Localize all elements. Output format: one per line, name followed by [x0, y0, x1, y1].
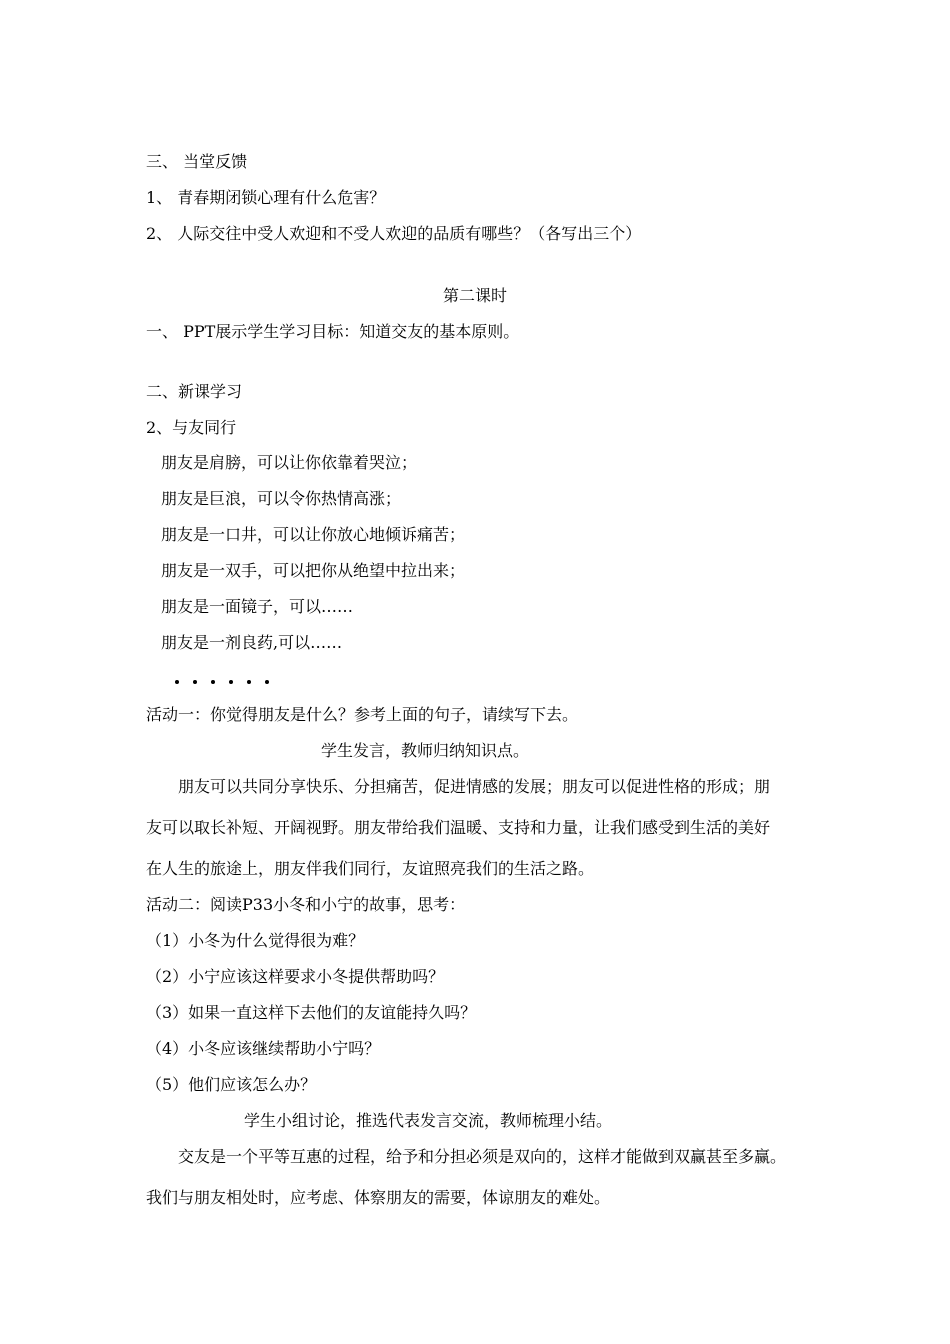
new-lesson-heading: 二、新课学习 — [146, 382, 243, 401]
question-item: （3）如果一直这样下去他们的友谊能持久吗？ — [146, 1003, 477, 1022]
question-1: 1、 青春期闭锁心理有什么危害？ — [146, 188, 386, 207]
activity-1: 活动一：你觉得朋友是什么？参考上面的句子，请续写下去。 — [146, 705, 579, 724]
poem-line: 朋友是一面镜子，可以…… — [161, 597, 354, 616]
paragraph-line: 我们与朋友相处时，应考虑、体察朋友的需要，体谅朋友的难处。 — [146, 1188, 611, 1207]
paragraph-line: 友可以取长补短、开阔视野。朋友带给我们温暖、支持和力量，让我们感受到生活的美好 — [146, 818, 771, 837]
paragraph-line: 在人生的旅途上，朋友伴我们同行，友谊照亮我们的生活之路。 — [146, 859, 595, 878]
ellipsis-dots — [175, 674, 283, 684]
learning-goal: 一、 PPT展示学生学习目标：知道交友的基本原则。 — [146, 322, 520, 341]
paragraph-line: 交友是一个平等互惠的过程，给予和分担必须是双向的，这样才能做到双赢甚至多赢。 — [178, 1147, 787, 1166]
question-item: （5）他们应该怎么办？ — [146, 1075, 317, 1094]
poem-line: 朋友是巨浪，可以令你热情高涨； — [161, 489, 402, 508]
poem-line: 朋友是一口井，可以让你放心地倾诉痛苦； — [161, 525, 466, 544]
poem-line: 朋友是一双手，可以把你从绝望中拉出来； — [161, 561, 466, 580]
question-2: 2、 人际交往中受人欢迎和不受人欢迎的品质有哪些？（各写出三个） — [146, 224, 642, 243]
activity-1-note: 学生发言，教师归纳知识点。 — [321, 741, 530, 760]
question-item: （1）小冬为什么觉得很为难？ — [146, 931, 365, 950]
lesson-title: 第二课时 — [443, 286, 508, 305]
activity-2: 活动二：阅读P33小冬和小宁的故事，思考： — [146, 895, 466, 914]
activity-2-note: 学生小组讨论，推选代表发言交流，教师梳理小结。 — [244, 1111, 613, 1130]
paragraph-line: 朋友可以共同分享快乐、分担痛苦，促进情感的发展；朋友可以促进性格的形成；朋 — [178, 777, 771, 796]
section-heading: 三、 当堂反馈 — [146, 152, 248, 171]
question-item: （4）小冬应该继续帮助小宁吗？ — [146, 1039, 381, 1058]
question-item: （2）小宁应该这样要求小冬提供帮助吗？ — [146, 967, 445, 986]
poem-line: 朋友是一剂良药,可以…… — [161, 633, 343, 652]
poem-line: 朋友是肩膀，可以让你依靠着哭泣； — [161, 453, 418, 472]
subheading: 2、与友同行 — [146, 418, 237, 437]
